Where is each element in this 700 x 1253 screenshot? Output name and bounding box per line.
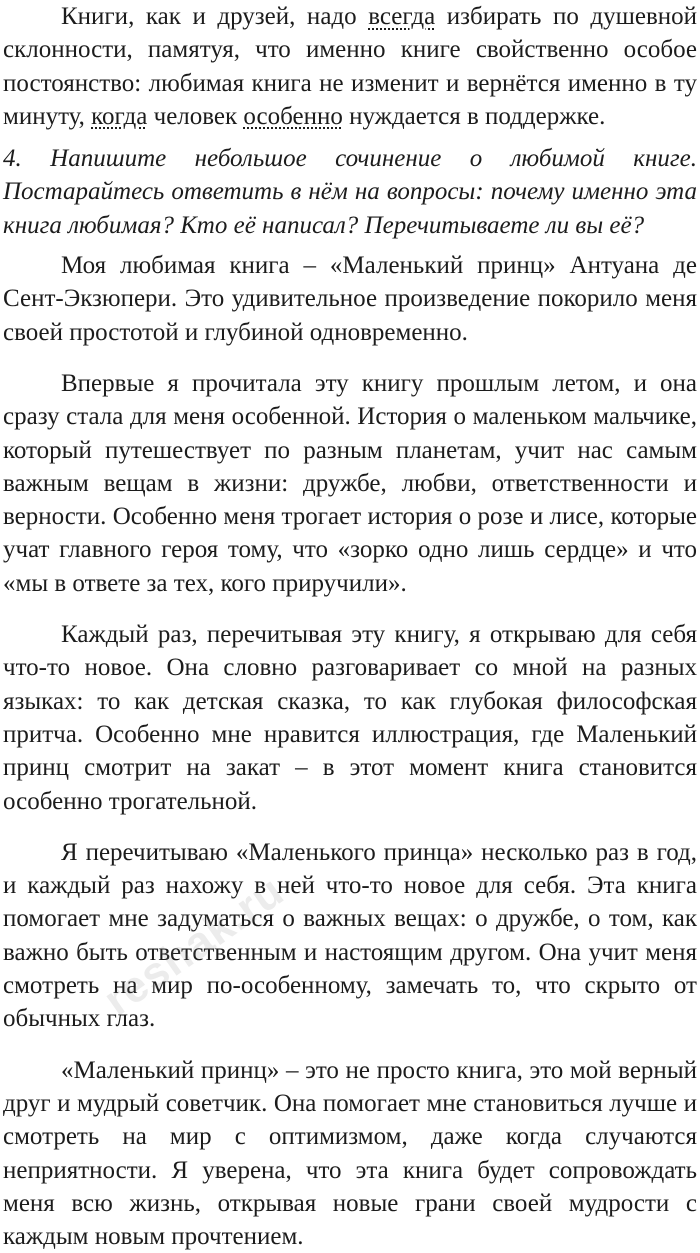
intro-text: человек (147, 102, 244, 130)
underlined-word: когда (91, 102, 148, 130)
underlined-word: особенно (243, 102, 343, 130)
essay-paragraph-4: Я перечитываю «Маленького принца» несколько раз в год, и каждый раз нахожу в ней что-то новое для себя. Эта книга помогает мне задуматься о важных вещах: о дружбе, о том, как важно быть ответственным и настоящим другом. Она учит меня смотреть на мир по-особенному, замечать то, что скрыто от обычных глаз. (3, 838, 697, 1033)
essay-paragraph-5: «Маленький принц» – это не просто книга, это мой верный друг и мудрый советчик. Она помогает мне становиться лучше и смотреть на мир с оптимизмом, даже когда случаются неприятности. Я уверена, что эта книга будет сопровождать меня всю жизнь, открывая новые грани своей мудрости с каждым новым прочтением. (3, 1056, 697, 1251)
essay-paragraph-2: Впервые я прочитала эту книгу прошлым летом, и она сразу стала для меня особенной. История о маленьком мальчике, который путешествует по разным планетам, учит нас самым важным вещам в жизни: дружбе, любви, ответственности и верности. Особенно меня трогает история о розе и лисе, которые учат главного героя тому, что «зорко одно лишь сердце» и что «мы в ответе за тех, кого приручили». (3, 369, 697, 597)
intro-text: избирать по душевной склонности, памятуя, что именно книге свойственно особое постоянство: любимая книга не изменит и вернётся именно в ту минуту, (3, 3, 698, 130)
essay-paragraph-3: Каждый раз, перечитывая эту книгу, я открываю для себя что-то новое. Она словно разговаривает со мной на разных языках: то как детская сказка, то как глубокая философская притча. Особенно мне нравится иллюстрация, где Маленький принц смотрит на закат – в этот момент книга становится особенно трогательной. (3, 621, 697, 815)
underlined-word: всегда (368, 3, 436, 30)
essay-paragraph-1: Моя любимая книга – «Маленький принц» Антуана де Сент-Экзюпери. Это удивительное произведение покорило меня своей простотой и глубиной одновременно. (3, 252, 697, 346)
intro-text: Книги, как и друзей, надо (61, 3, 369, 30)
watermark: reshak.ru (95, 866, 293, 1026)
intro-paragraph (3, 0, 697, 133)
document-page (3, 0, 697, 1253)
intro-text: нуждается в поддержке. (342, 102, 606, 130)
task-prompt: 4. Напишите небольшое сочинение о любимой книге. Постарайтесь ответить в нём на вопросы: почему именно эта книга любимая? Кто её написал? Перечитываете ли вы её? (3, 145, 697, 239)
